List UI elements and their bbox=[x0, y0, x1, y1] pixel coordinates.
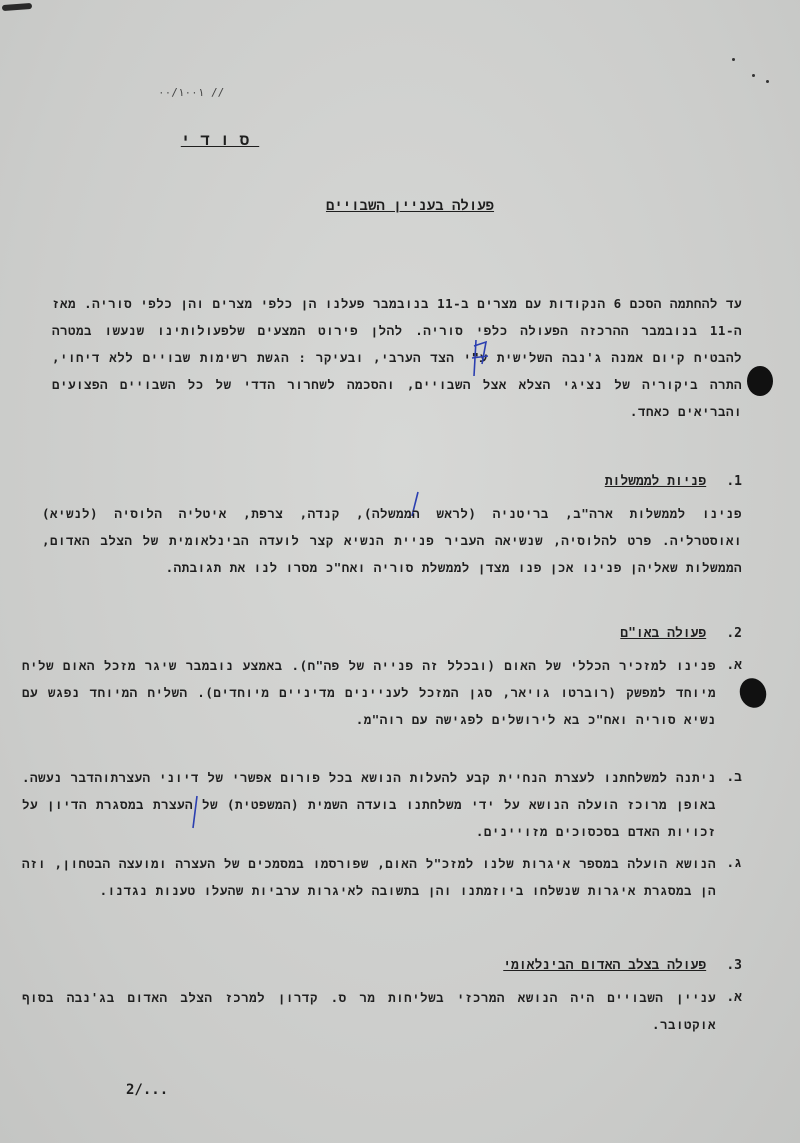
item-letter: א. bbox=[726, 990, 742, 1005]
intro-paragraph: עד להחתמה הסכם 6 הנקודות עם מצרים ב-11 בנובמבר פעלנו הן כלפי מצרים והן כלפי סוריה. מאז ה-11 בנובמבר ההרכזה הפעולה כלפי סוריה. להלן פירוט המצעים שלפעולותינו שנעשו במטרה להבטיח קיום אמנה ג'נבה השלישית ע"י הצד הערבי, ובעיקר : הגשת רשימות שבויים ללא דיחוי, התרה ביקוריה של נציגי הצלא אצל השבויים, והסכמה לשחרור הדדי של כל השבויים הפצועים והבריאים כאחד. bbox=[52, 296, 742, 419]
item-text: עניין השבויים היה הנושא המרכזי בשליחות מר ס. קדרון למרכז הצלב האדום בג'נבה בסוף אוקטובר. bbox=[22, 990, 716, 1032]
item-text: ניתנה למשלחתנו לעצרת הנחיית קבע להעלות הנושא בכל פורום אפשרי של דיוני העצרתוהדבר נעשה. באופן מרוכז הועלה הנושא על ידי משלחתנו בועדה השמית (המשפטית) של העצרת במסגרת הדיון על זכויות האדם בסכסוכים מזויינים. bbox=[22, 770, 716, 839]
classification-heading: סודי bbox=[180, 130, 260, 149]
item-letter: א. bbox=[726, 658, 742, 673]
section-2-item-a bbox=[22, 652, 742, 733]
section-title: פניות לממשלות bbox=[604, 474, 707, 489]
section-number: 1. bbox=[726, 474, 742, 489]
handwritten-correction-mark bbox=[470, 336, 492, 382]
section-1-heading bbox=[52, 474, 742, 489]
section-1-body: פנינו לממשלות ארה"ב, בריטניה (לראש הממשלה), קנדה, צרפת, איטליה הלוסיה (לנשיא) ואוסטרליה. פרט להלוסיה, שנשיאה העביר פניית הנשיא קצר לועדה הבינלאומית של הצלב האדום, הממשלות שאליהן פנינו אכן פנו מצדן לממשלת סוריה ואח"כ מסרו לנו את תגובתה. bbox=[42, 506, 742, 575]
section-2-heading bbox=[52, 626, 742, 641]
section-number: 3. bbox=[726, 958, 742, 973]
page-continuation: 2/... bbox=[126, 1082, 169, 1098]
paper-speck bbox=[766, 80, 769, 83]
section-2-item-b bbox=[22, 764, 742, 845]
punch-hole bbox=[747, 366, 773, 396]
paper-speck bbox=[752, 74, 755, 77]
section-2-item-c bbox=[22, 850, 742, 904]
ink-mark-top-left bbox=[2, 3, 32, 11]
document-title: פעולה בעניין השבויים bbox=[325, 198, 495, 214]
item-text: הנושא הועלה במספר איגרות שלנו למזכ"ל האום, שפורסמו במסמכים של העצרה ומועצה הבטחון, וזה הן במסגרת איגרות שנשלחו ביוזמתנו והן בתשובה לאיגרות ערביות שהעלו טענות נגדנו. bbox=[22, 856, 716, 898]
file-reference: ٠٠/١٠٠١ // bbox=[158, 86, 225, 99]
item-text: פנינו למזכיר הכללי של האום (ובכלל זה פנייה של פה"ח). באמצע נובמבר שיגר מזכל האום שליח מיוחד למפשק (רוברטו גויאר, סגן המזכל לעניינים מדיניים מיוחדים). השליח המיוחד נפגש עם נשיא סוריה ואח"כ בא לירושלים לפגישה עם רוה"מ. bbox=[22, 658, 716, 727]
section-number: 2. bbox=[726, 626, 742, 641]
section-title: פעולה באו"ם bbox=[620, 626, 707, 641]
paper-speck bbox=[732, 58, 735, 61]
section-3-heading bbox=[52, 958, 742, 973]
section-title: פעולה בצלב האדום הבינלאומי bbox=[503, 958, 707, 973]
item-letter: ג. bbox=[726, 856, 742, 871]
item-letter: ב. bbox=[726, 770, 742, 785]
section-3-item-a bbox=[22, 984, 742, 1038]
